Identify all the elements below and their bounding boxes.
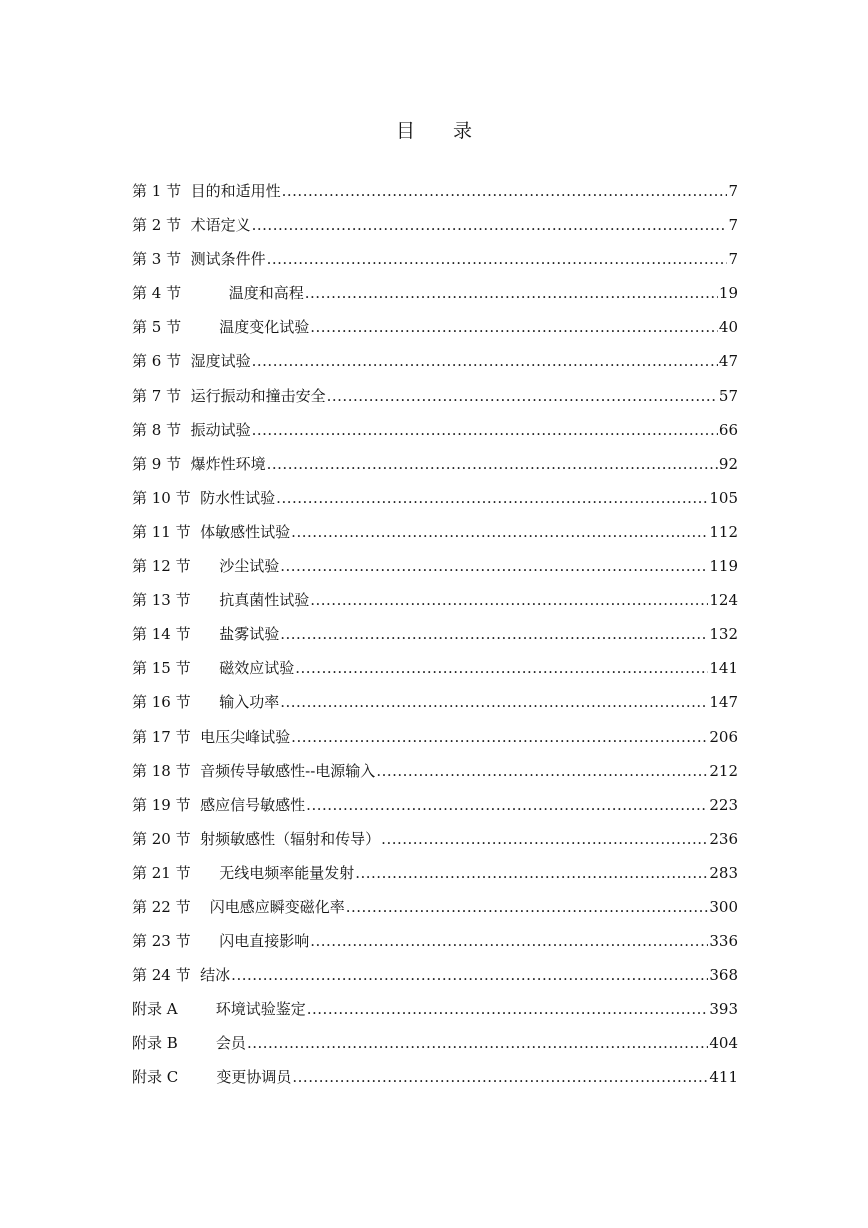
- toc-entry-page-number: 283: [709, 863, 738, 882]
- toc-entry-label: 第 19 节 感应信号敏感性: [132, 795, 306, 814]
- toc-entry[interactable]: [132, 894, 738, 928]
- toc-entry-label: 第 3 节 测试条件件: [132, 250, 266, 269]
- toc-dot-leader: [310, 314, 718, 340]
- toc-entry-label: 第 20 节 射频敏感性（辐射和传导）: [132, 829, 381, 848]
- toc-entry-label: 第 5 节 温度变化试验: [132, 318, 310, 337]
- toc-dot-leader: [355, 860, 708, 886]
- toc-entry[interactable]: [132, 724, 738, 758]
- toc-entry[interactable]: [132, 1064, 738, 1098]
- toc-entry-page-number: 40: [718, 318, 738, 337]
- toc-entry[interactable]: [132, 587, 738, 621]
- toc-entry-page-number: 132: [709, 625, 738, 644]
- toc-dot-leader: [381, 826, 708, 852]
- toc-entry-page-number: 7: [728, 216, 738, 235]
- toc-entry[interactable]: [132, 928, 738, 962]
- toc-entry-page-number: 105: [709, 488, 738, 507]
- toc-entry-page-number: 19: [718, 284, 738, 303]
- toc-dot-leader: [306, 792, 708, 818]
- toc-entry[interactable]: [132, 962, 738, 996]
- toc-entry-label: 第 15 节 磁效应试验: [132, 659, 295, 678]
- toc-entry-page-number: 411: [709, 1068, 738, 1087]
- toc-entry-label: 第 10 节 防水性试验: [132, 488, 276, 507]
- toc-entry-label: 第 8 节 振动试验: [132, 420, 251, 439]
- toc-entry-page-number: 141: [709, 659, 738, 678]
- toc-entry[interactable]: [132, 178, 738, 212]
- toc-dot-leader: [231, 962, 708, 988]
- toc-entry-label: 第 12 节 沙尘试验: [132, 557, 280, 576]
- toc-dot-leader: [376, 758, 708, 784]
- toc-entry[interactable]: [132, 383, 738, 417]
- toc-entry[interactable]: [132, 314, 738, 348]
- toc-dot-leader: [247, 1030, 708, 1056]
- toc-entry[interactable]: [132, 280, 738, 314]
- toc-dot-leader: [292, 1064, 708, 1090]
- toc-dot-leader: [295, 655, 708, 681]
- toc-entry-page-number: 119: [709, 557, 738, 576]
- toc-entry-page-number: 7: [728, 182, 738, 200]
- toc-entry[interactable]: [132, 519, 738, 553]
- toc-dot-leader: [310, 928, 708, 954]
- toc-dot-leader: [280, 553, 708, 579]
- toc-entry[interactable]: [132, 485, 738, 519]
- toc-entry-page-number: 236: [709, 829, 738, 848]
- toc-entry[interactable]: [132, 451, 738, 485]
- toc-dot-leader: [327, 383, 718, 409]
- toc-entry-label: 第 4 节 温度和高程: [132, 284, 304, 303]
- toc-entry-page-number: 336: [709, 932, 738, 951]
- toc-entry-label: 第 7 节 运行振动和撞击安全: [132, 386, 326, 405]
- toc-list: [132, 178, 738, 1099]
- toc-dot-leader: [291, 724, 708, 750]
- toc-dot-leader: [305, 280, 718, 306]
- toc-dot-leader: [280, 621, 708, 647]
- toc-entry-page-number: 212: [709, 761, 738, 780]
- toc-entry-label: 第 9 节 爆炸性环境: [132, 454, 266, 473]
- toc-entry-label: 第 17 节 电压尖峰试验: [132, 727, 291, 746]
- toc-dot-leader: [280, 689, 708, 715]
- toc-entry-page-number: 368: [709, 966, 738, 985]
- toc-entry-page-number: 47: [718, 352, 738, 371]
- toc-entry-label: 第 2 节 术语定义: [132, 216, 251, 235]
- toc-dot-leader: [346, 894, 709, 920]
- toc-entry[interactable]: [132, 1030, 738, 1064]
- toc-entry[interactable]: [132, 417, 738, 451]
- toc-entry-label: 第 13 节 抗真菌性试验: [132, 591, 310, 610]
- toc-dot-leader: [307, 996, 709, 1022]
- toc-entry-page-number: 206: [709, 727, 738, 746]
- toc-entry-label: 第 21 节 无线电频率能量发射: [132, 863, 355, 882]
- toc-entry[interactable]: [132, 553, 738, 587]
- toc-dot-leader: [267, 246, 728, 272]
- toc-entry-page-number: 223: [709, 795, 738, 814]
- toc-entry-label: 附录 A 环境试验鉴定: [132, 1000, 306, 1019]
- toc-entry[interactable]: [132, 655, 738, 689]
- toc-entry-page-number: 300: [709, 897, 738, 916]
- toc-entry[interactable]: [132, 758, 738, 792]
- toc-dot-leader: [267, 451, 718, 477]
- toc-entry[interactable]: [132, 348, 738, 382]
- toc-entry-label: 第 1 节 目的和适用性: [132, 182, 281, 200]
- toc-entry-label: 第 24 节 结冰: [132, 966, 231, 985]
- toc-dot-leader: [252, 417, 718, 443]
- toc-entry[interactable]: [132, 212, 738, 246]
- toc-entry-page-number: 57: [718, 386, 738, 405]
- toc-entry[interactable]: [132, 621, 738, 655]
- toc-entry-page-number: 92: [718, 454, 738, 473]
- toc-entry[interactable]: [132, 689, 738, 723]
- toc-dot-leader: [310, 587, 708, 613]
- toc-entry-label: 第 22 节 闪电感应瞬变磁化率: [132, 897, 345, 916]
- toc-entry-page-number: 393: [709, 1000, 738, 1019]
- toc-dot-leader: [282, 178, 728, 204]
- toc-entry[interactable]: [132, 792, 738, 826]
- toc-entry-page-number: 112: [709, 522, 738, 541]
- toc-dot-leader: [252, 212, 728, 238]
- toc-entry-label: 第 23 节 闪电直接影响: [132, 932, 310, 951]
- toc-entry[interactable]: [132, 996, 738, 1030]
- toc-entry-label: 附录 B 会员: [132, 1034, 246, 1053]
- toc-dot-leader: [276, 485, 708, 511]
- toc-entry-label: 第 11 节 体敏感性试验: [132, 522, 291, 541]
- toc-entry-page-number: 7: [728, 250, 738, 269]
- toc-entry[interactable]: [132, 860, 738, 894]
- toc-dot-leader: [252, 348, 718, 374]
- toc-entry-page-number: 404: [709, 1034, 738, 1053]
- toc-entry[interactable]: [132, 246, 738, 280]
- toc-title: 目 录: [395, 120, 472, 142]
- toc-entry-label: 附录 C 变更协调员: [132, 1068, 292, 1087]
- toc-entry-label: 第 6 节 湿度试验: [132, 352, 251, 371]
- toc-entry-label: 第 16 节 输入功率: [132, 693, 280, 712]
- toc-entry-page-number: 124: [709, 591, 738, 610]
- toc-dot-leader: [291, 519, 708, 545]
- toc-entry-label: 第 18 节 音频传导敏感性--电源输入: [132, 761, 376, 780]
- toc-entry-page-number: 147: [709, 693, 738, 712]
- toc-entry[interactable]: [132, 826, 738, 860]
- toc-entry-label: 第 14 节 盐雾试验: [132, 625, 280, 644]
- toc-entry-page-number: 66: [718, 420, 738, 439]
